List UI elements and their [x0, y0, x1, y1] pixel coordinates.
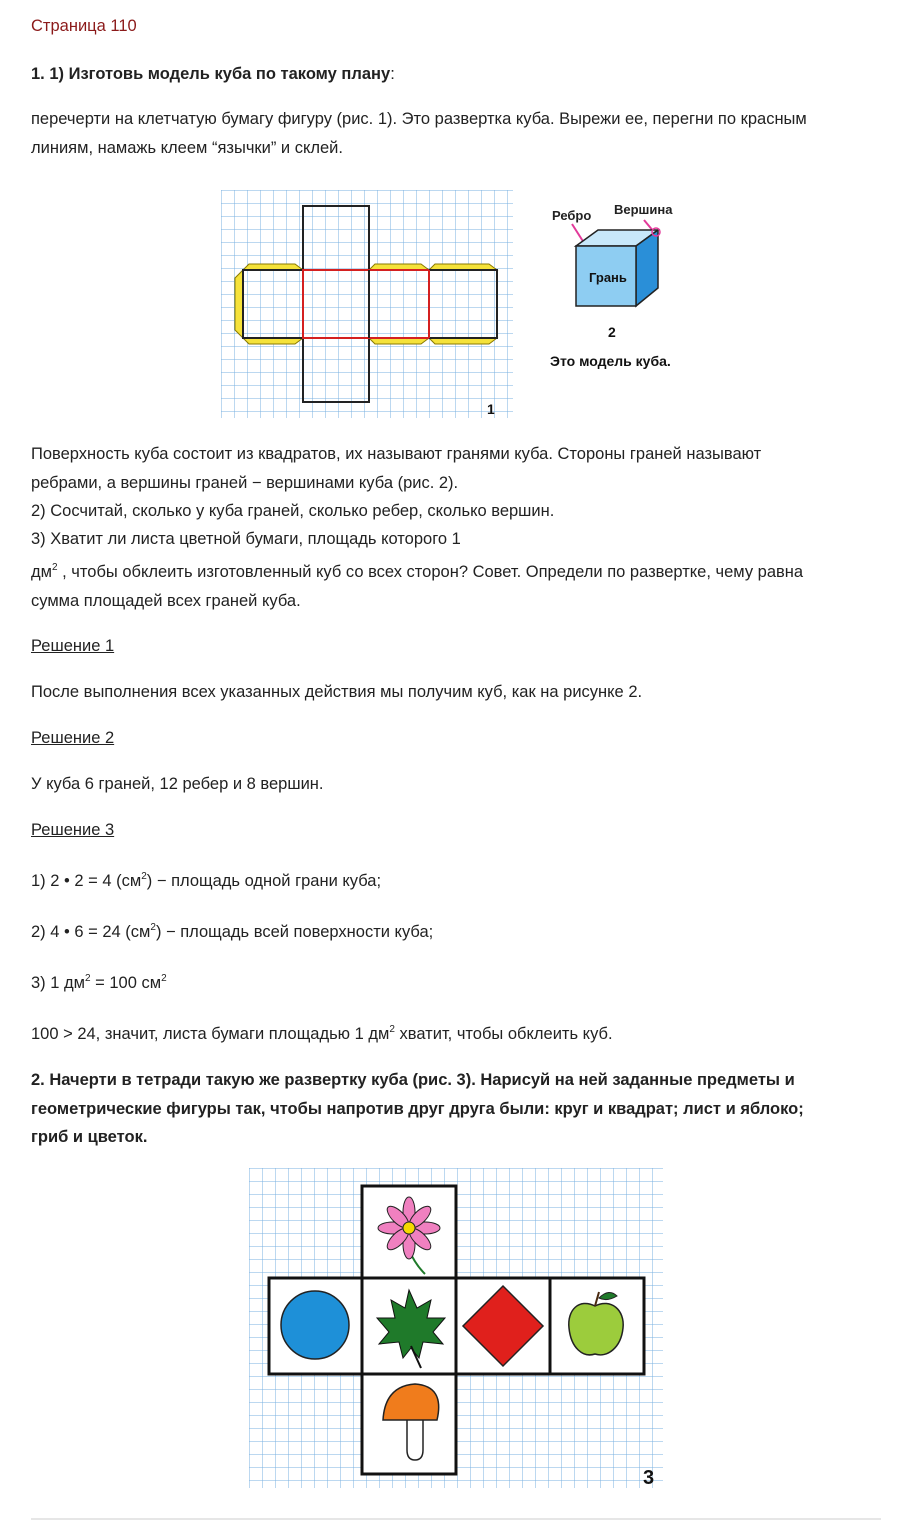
- task2-line3: гриб и цветок.: [31, 1128, 148, 1146]
- question-3-line2: $дм^2$ , чтобы обклеить изготовленный куб со всех сторон? Совет. Определи по развертке, чему равна: [31, 562, 804, 581]
- solution-2-label: Решение 2: [31, 729, 115, 747]
- task1-heading: 1. 1) Изготовь модель куба по такому плану:: [31, 65, 395, 83]
- solution-3-label: Решение 3: [31, 821, 115, 839]
- question-2: 2) Сосчитай, сколько у куба граней, сколько ребер, сколько вершин.: [31, 502, 555, 520]
- decorated-net-figure: [249, 1168, 663, 1488]
- figure-3-number: 3: [643, 1467, 655, 1488]
- solution-3-line1: 1) 2 • 2 = 4 $(см^2)$ − площадь одной грани куба;: [31, 871, 382, 890]
- figure-2-caption: Это модель куба.: [550, 353, 671, 369]
- figure-2-number: 2: [608, 324, 616, 340]
- solution-2-text: У куба 6 граней, 12 ребер и 8 вершин.: [31, 775, 324, 793]
- solution-3-line4: 100 > 24, значит, листа бумаги площадью 1 $дм^2$ хватит, чтобы обклеить куб.: [31, 1024, 613, 1043]
- edge-label: Ребро: [552, 208, 592, 223]
- theory-line2: ребрами, а вершины граней − вершинами куба (рис. 2).: [31, 474, 459, 492]
- circle-shape: [281, 1291, 349, 1359]
- cube-net-figure: [221, 190, 513, 418]
- face-label: Грань: [589, 270, 627, 285]
- solution-1-text: После выполнения всех указанных действия мы получим куб, как на рисунке 2.: [31, 683, 643, 701]
- cube-drawing: [576, 230, 658, 306]
- solution-3-line3: 3) 1 $дм^2 = 100$ $см^2$: [31, 973, 167, 992]
- task2-line2: геометрические фигуры так, чтобы напротив друг друга были: круг и квадрат; лист и яблоко;: [31, 1100, 804, 1118]
- question-3-line3: сумма площадей всех граней куба.: [31, 592, 301, 610]
- task1-instruction-line2: линиям, намажь клеем “язычки” и склей.: [31, 139, 343, 157]
- solution-1-label: Решение 1: [31, 637, 115, 655]
- page-title: Страница 110: [31, 17, 137, 35]
- task2-line1: 2. Начерти в тетради такую же развертку куба (рис. 3). Нарисуй на ней заданные предметы и: [31, 1071, 795, 1089]
- cube-model-figure: [540, 180, 700, 420]
- bottom-divider: [31, 1518, 881, 1520]
- theory-line1: Поверхность куба состоит из квадратов, их называют гранями куба. Стороны граней называют: [31, 445, 762, 463]
- question-3-line1: 3) Хватит ли листа цветной бумаги, площадь которого 1: [31, 530, 461, 548]
- task1-instruction-line1: перечерти на клетчатую бумагу фигуру (рис. 1). Это развертка куба. Вырежи ее, перегни по красным: [31, 110, 807, 128]
- vertex-label: Вершина: [614, 202, 673, 217]
- figure-1-number: 1: [487, 401, 495, 417]
- solution-3-line2: 2) 4 • 6 = 24 $(см^2)$ − площадь всей поверхности куба;: [31, 922, 434, 941]
